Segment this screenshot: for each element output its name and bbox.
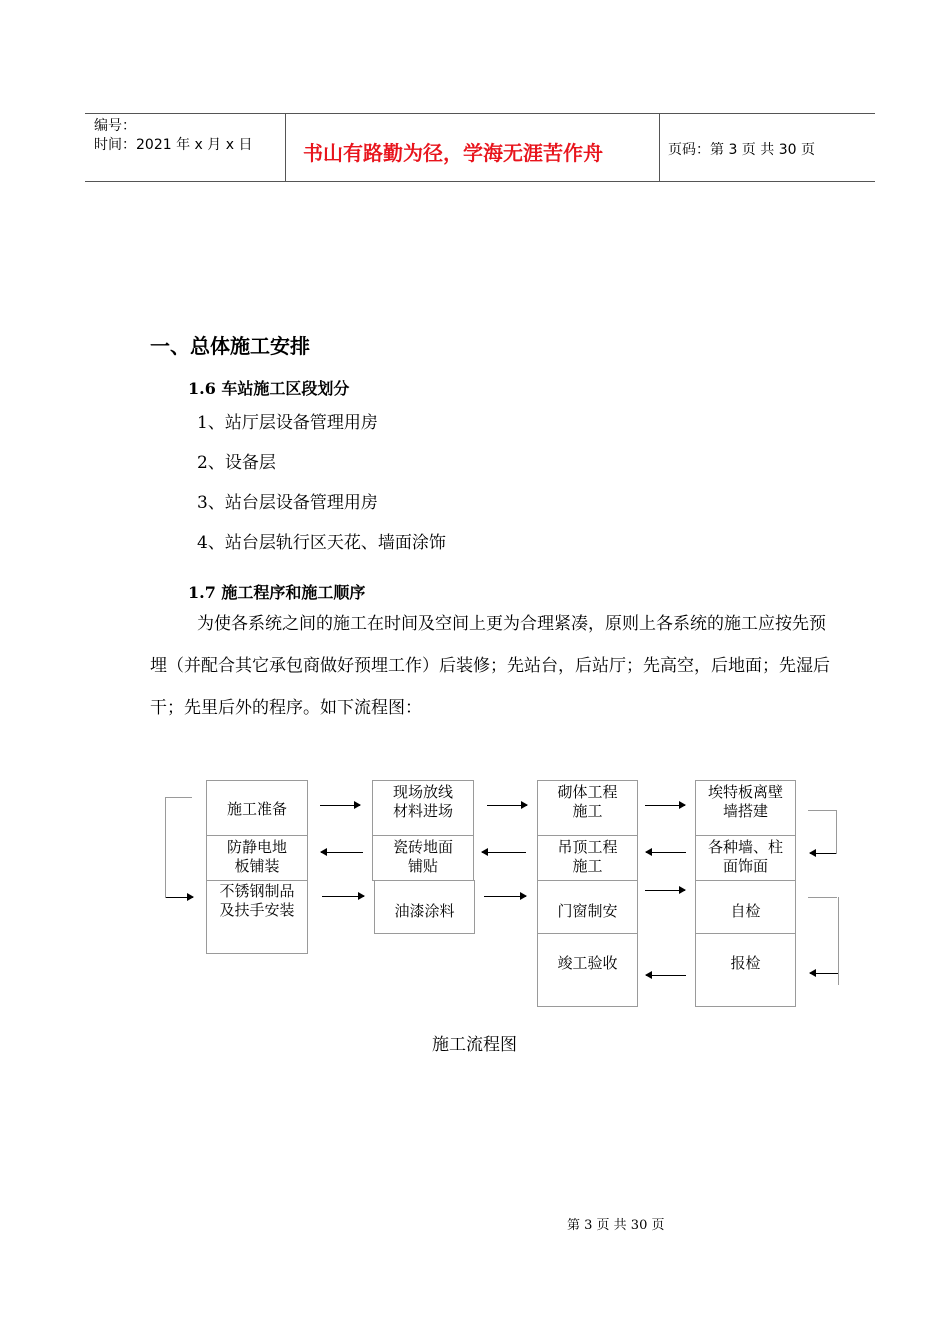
flow-box-tile-floor xyxy=(372,835,474,881)
connector-line xyxy=(165,797,166,898)
arrow-right xyxy=(322,896,364,897)
flow-box-text: 竣工验收 xyxy=(557,954,618,972)
flowchart-caption: 施工流程图 xyxy=(432,1035,517,1055)
header-page-info: 页码：第 3 页 共 30 页 xyxy=(668,142,815,158)
arrow-right xyxy=(166,897,193,898)
flow-box-text: 门窗制安 xyxy=(557,902,618,920)
flow-box-text: 墙搭建 xyxy=(722,802,768,820)
flow-box-text: 各种墙、柱 xyxy=(707,838,783,856)
flow-box-text: 油漆涂料 xyxy=(394,902,455,920)
arrow-right xyxy=(320,805,360,806)
flow-box-partition-wall xyxy=(695,780,796,836)
list-item: 4、站台层轨行区天花、墙面涂饰 xyxy=(197,533,446,553)
flow-box-text: 砌体工程 xyxy=(557,783,618,801)
page-footer: 第 3 页 共 30 页 xyxy=(567,1218,665,1233)
connector-line xyxy=(165,797,192,798)
flow-box-layout-materials xyxy=(372,780,474,836)
arrow-right xyxy=(645,805,685,806)
arrow-right xyxy=(487,805,527,806)
list-item: 3、站台层设备管理用房 xyxy=(197,493,378,513)
subsection-title-1-6: 1.6 车站施工区段划分 xyxy=(188,379,350,398)
flow-box-self-inspection xyxy=(695,880,796,934)
arrow-left xyxy=(646,852,686,853)
flow-box-stainless-handrail xyxy=(206,880,308,954)
flow-box-text: 不锈钢制品 xyxy=(219,882,295,900)
flow-box-text: 板铺装 xyxy=(234,857,280,875)
flow-box-wall-finish xyxy=(695,835,796,881)
arrow-left xyxy=(810,973,838,974)
flow-box-text: 埃特板离壁 xyxy=(707,783,783,801)
flow-box-report-inspection xyxy=(695,933,796,1007)
flow-box-text: 施工准备 xyxy=(226,800,287,818)
arrow-right xyxy=(484,896,526,897)
connector-line xyxy=(808,810,837,811)
subsection-title-1-7: 1.7 施工程序和施工顺序 xyxy=(188,583,366,602)
header-motto: 书山有路勤为径，学海无涯苦作舟 xyxy=(303,141,603,165)
flow-box-preparation xyxy=(206,780,308,836)
flow-box-ceiling xyxy=(537,835,638,881)
flow-box-text: 铺贴 xyxy=(407,857,438,875)
list-item: 2、设备层 xyxy=(197,453,276,473)
flow-box-text: 报检 xyxy=(730,954,761,972)
header-number: 编号： xyxy=(94,118,136,134)
flow-box-masonry xyxy=(537,780,638,836)
connector-line xyxy=(836,810,837,854)
flow-box-text: 材料进场 xyxy=(392,802,453,820)
flow-box-doors-windows xyxy=(537,880,638,934)
flow-box-text: 自检 xyxy=(730,902,761,920)
flow-box-text: 面饰面 xyxy=(722,857,768,875)
flow-box-completion-acceptance xyxy=(537,933,638,1007)
arrow-left xyxy=(646,975,686,976)
arrow-right xyxy=(645,890,685,891)
flow-box-text: 施工 xyxy=(572,802,603,820)
flow-box-text: 现场放线 xyxy=(392,783,453,801)
list-item: 1、站厅层设备管理用房 xyxy=(197,413,378,433)
flow-box-text: 及扶手安装 xyxy=(219,901,295,919)
section-title: 一、总体施工安排 xyxy=(150,334,310,358)
flow-box-antistatic-floor xyxy=(206,835,308,881)
flow-box-text: 防静电地 xyxy=(226,838,287,856)
flow-box-paint xyxy=(374,880,475,934)
connector-line xyxy=(838,897,839,985)
body-paragraph: 为使各系统之间的施工在时间及空间上更为合理紧凑，原则上各系统的施工应按先预埋（并配合其它承包商做好预埋工作）后装修；先站台，后站厅；先高空，后地面；先湿后干；先里后外的程序。如下流程图： xyxy=(150,614,830,718)
arrow-left xyxy=(482,852,526,853)
arrow-left xyxy=(810,853,836,854)
flow-box-text: 瓷砖地面 xyxy=(392,838,453,856)
flow-box-text: 吊顶工程 xyxy=(557,838,618,856)
header-date: 时间：2021 年 x 月 x 日 xyxy=(94,137,253,153)
arrow-left xyxy=(321,852,363,853)
connector-line xyxy=(808,897,837,898)
flow-box-text: 施工 xyxy=(572,857,603,875)
